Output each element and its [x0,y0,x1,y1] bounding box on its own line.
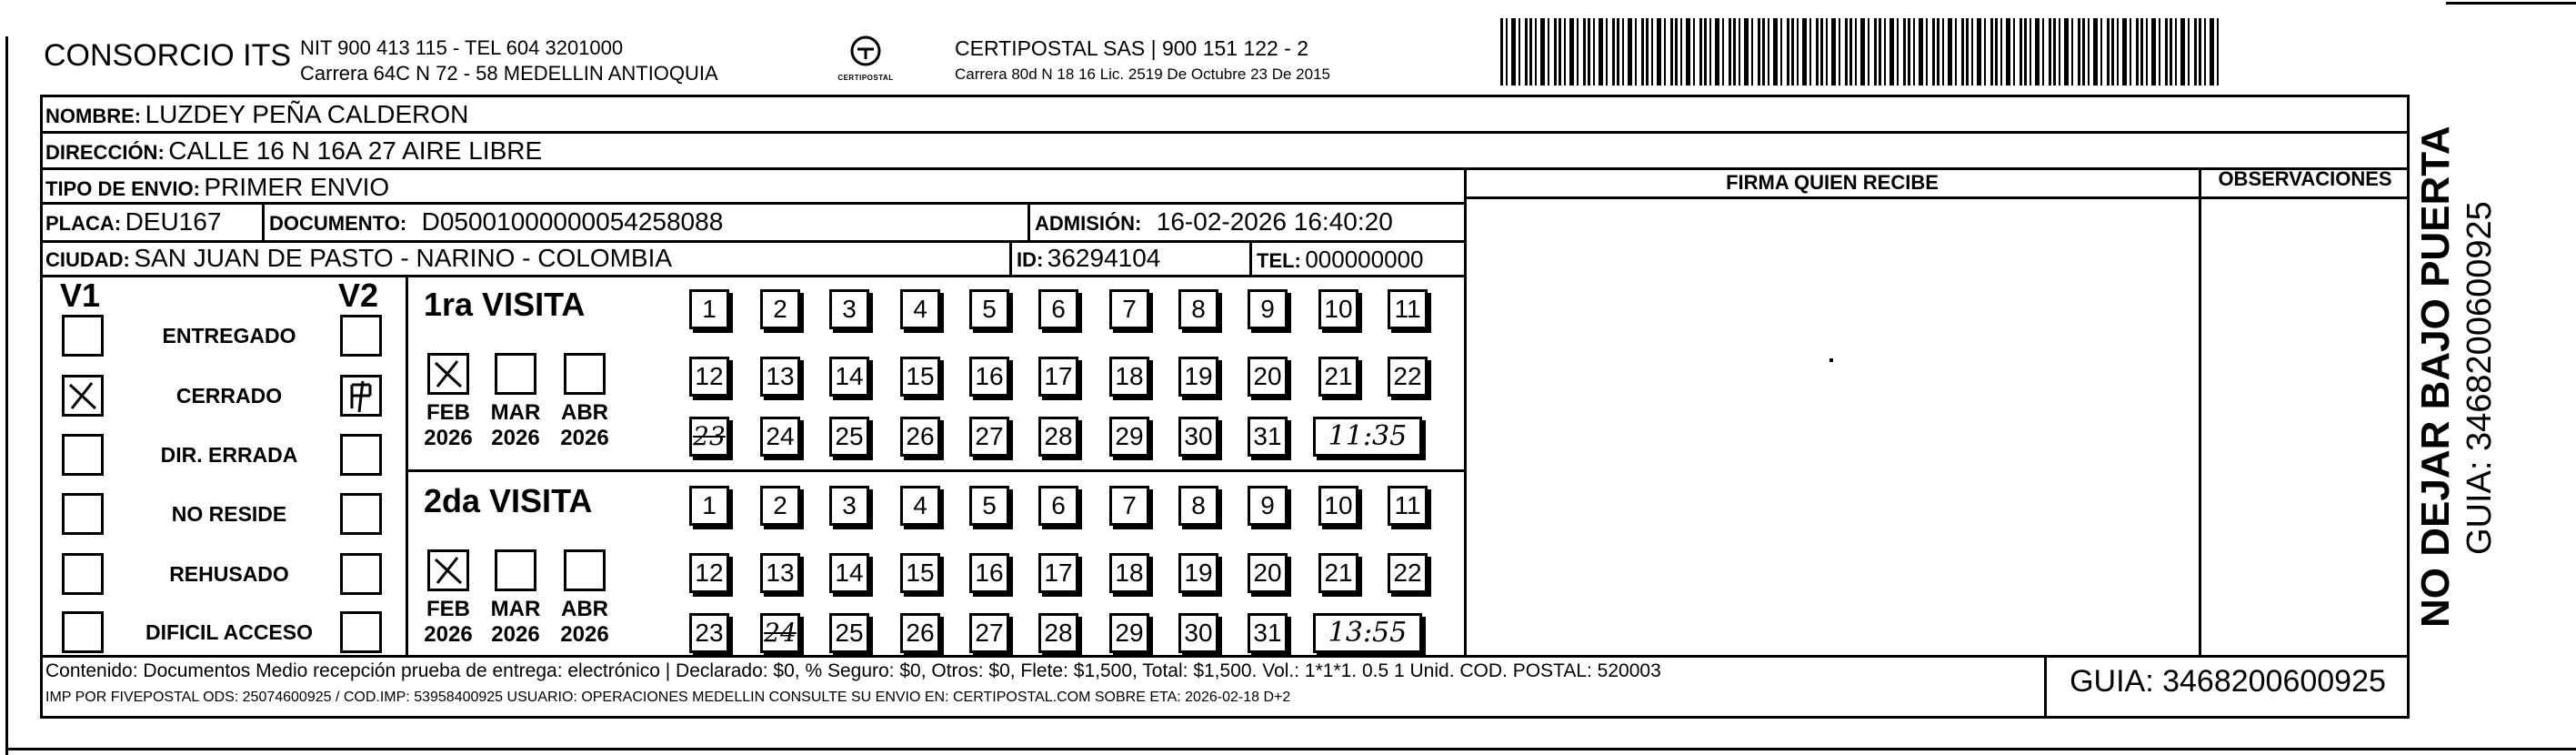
day-box[interactable]: 15 [900,553,940,593]
v1-header: V1 [60,277,101,314]
day-box[interactable]: 22 [1388,553,1428,593]
month-label [553,400,616,451]
day-box[interactable]: 8 [1178,486,1218,526]
nombre-label: NOMBRE: [45,105,142,127]
warning-text: NO DEJAR BAJO PUERTA [2413,126,2458,628]
day-box[interactable]: 31 [1248,613,1288,653]
month-checkbox[interactable] [495,549,536,591]
v1-checkbox[interactable] [62,553,104,595]
day-box[interactable]: 15 [900,357,940,397]
v1-checkbox[interactable] [62,493,104,535]
day-box[interactable]: 27 [969,417,1009,457]
day-box[interactable]: 13 [760,553,800,593]
day-box[interactable]: 6 [1038,289,1078,329]
status-option-label: DIFICIL ACCESO [145,620,313,644]
v1-checkbox[interactable] [62,375,104,417]
day-box[interactable]: 21 [1318,553,1358,593]
day-box[interactable]: 29 [1109,417,1149,457]
month-label [553,597,616,648]
ciudad-label: CIUDAD: [45,248,130,271]
tel-row [1257,246,1423,274]
day-box[interactable]: 3 [829,289,869,329]
observaciones-header: OBSERVACIONES [2218,167,2392,190]
bottom-edge [5,748,2576,750]
month-label [416,597,480,648]
month-year: 2026 [560,426,609,450]
v1-checkbox[interactable] [62,315,104,357]
guia-box: GUIA: 3468200600925 [2070,664,2386,699]
company-name: CONSORCIO ITS [44,38,292,73]
logo-text: CERTIPOSTAL [837,74,894,82]
v1-checkbox[interactable] [62,434,104,476]
day-box[interactable]: 25 [829,417,869,457]
direccion-label: DIRECCIÓN: [45,141,165,164]
contenido-text: Contenido: Documentos Medio recepción prueba de entrega: electrónico | Declarado: $0, % Seguro: $0, Otros: $0, Flete: $1,500, Total: $1,500. Vol.: 1*1*1. 0.5 1 Unid. COD. POSTAL: 520003 [45,660,1661,681]
day-box[interactable]: 18 [1109,357,1149,397]
id-value: 36294104 [1047,244,1161,272]
placa-value: DEU167 [125,207,222,236]
firma-area[interactable] [1467,199,2198,654]
day-box[interactable]: 4 [900,289,940,329]
day-box[interactable]: 17 [1038,553,1078,593]
documento-row [269,207,723,237]
ciudad-row [45,244,672,273]
nombre-value: LUZDEY PEÑA CALDERON [145,100,469,128]
month-label [484,597,547,648]
day-box[interactable]: 12 [689,553,729,593]
day-box[interactable]: 6 [1038,486,1078,526]
ciudad-value: SAN JUAN DE PASTO - NARINO - COLOMBIA [134,244,673,272]
status-option-label: NO RESIDE [171,502,287,526]
admision-label: ADMISIÓN: [1035,212,1142,235]
day-box[interactable]: 20 [1248,553,1288,593]
day-box[interactable]: 10 [1318,289,1358,329]
direccion-row [45,136,542,166]
month-year: 2026 [560,622,609,647]
day-box[interactable]: 14 [829,553,869,593]
visit-title: 2da VISITA [424,482,593,519]
status-option-label: ENTREGADO [162,324,296,347]
id-label: ID: [1017,248,1044,271]
day-box[interactable]: 11 [1388,289,1428,329]
day-box[interactable]: 26 [900,613,940,653]
day-box[interactable]: 2 [760,486,800,526]
month-year: 2026 [424,426,473,450]
day-box[interactable]: 28 [1038,417,1078,457]
day-box[interactable]: 29 [1109,613,1149,653]
tel-value: 000000000 [1305,246,1424,273]
day-box[interactable]: 1 [689,486,729,526]
v1-checkbox[interactable] [62,611,104,653]
month-name: MAR [490,597,541,621]
day-box[interactable]: 30 [1178,613,1218,653]
status-option-label: REHUSADO [169,562,289,586]
tipo-envio-row [45,173,389,202]
status-option-label: DIR. ERRADA [160,443,298,467]
day-box[interactable]: 1 [689,289,729,329]
day-box[interactable]: 3 [829,486,869,526]
month-name: FEB [426,400,470,425]
firma-header: FIRMA QUIEN RECIBE [1726,171,1939,194]
placa-label: PLACA: [45,212,122,235]
day-box[interactable]: 5 [969,289,1009,329]
month-checkbox[interactable] [495,353,536,395]
nit-line: NIT 900 413 115 - TEL 604 3201000 [300,36,624,59]
day-box[interactable]: 20 [1248,357,1288,397]
documento-value: D05001000000054258088 [421,207,724,236]
id-row [1017,244,1160,273]
month-year: 2026 [424,622,473,647]
certipostal-logo [833,33,898,82]
day-box[interactable]: 8 [1178,289,1218,329]
day-box[interactable]: 7 [1109,486,1149,526]
day-box[interactable]: 5 [969,486,1009,526]
month-name: ABR [561,400,608,425]
v2-checkbox[interactable] [340,493,382,535]
v2-header: V2 [338,277,379,314]
top-right-edge [2446,2,2576,5]
day-box[interactable]: 16 [969,553,1009,593]
v2-checkbox[interactable] [340,375,382,417]
admision-row [1035,207,1393,237]
day-box[interactable]: 7 [1109,289,1149,329]
day-box[interactable]: 25 [829,613,869,653]
month-checkbox[interactable] [564,549,606,591]
day-box[interactable]: 17 [1038,357,1078,397]
day-box[interactable]: 26 [900,417,940,457]
month-name: MAR [490,400,541,425]
day-box[interactable]: 23 [689,613,729,653]
tipo-envio-value: PRIMER ENVIO [204,173,390,201]
side-guia-text: GUIA: 3468200600925 [2461,201,2499,555]
month-checkbox[interactable] [564,353,606,395]
placa-row [45,207,221,237]
day-box[interactable]: 14 [829,357,869,397]
day-box[interactable]: 18 [1109,553,1149,593]
day-box[interactable]: 10 [1318,486,1358,526]
nombre-row [45,100,468,129]
day-box[interactable]: 4 [900,486,940,526]
day-box[interactable]: 23 [689,417,729,457]
month-label [416,400,480,451]
day-box[interactable]: 2 [760,289,800,329]
day-box[interactable]: 22 [1388,357,1428,397]
day-box[interactable]: 13 [760,357,800,397]
documento-label: DOCUMENTO: [269,212,407,235]
month-name: FEB [426,597,470,621]
month-year: 2026 [491,622,540,647]
v2-checkbox[interactable] [340,315,382,357]
direccion-value: CALLE 16 N 16A 27 AIRE LIBRE [168,136,543,165]
v2-checkbox[interactable] [340,553,382,595]
day-box[interactable]: 28 [1038,613,1078,653]
left-edge [5,36,8,755]
day-box[interactable]: 19 [1178,357,1218,397]
day-box[interactable]: 9 [1248,486,1288,526]
month-checkbox[interactable] [427,549,469,591]
day-box[interactable]: 11 [1388,486,1428,526]
admision-value: 16-02-2026 16:40:20 [1156,207,1393,236]
day-box[interactable]: 24 [760,417,800,457]
day-box[interactable]: 30 [1178,417,1218,457]
v2-checkbox[interactable] [340,434,382,476]
month-name: ABR [561,597,608,621]
day-box[interactable]: 19 [1178,553,1218,593]
visit-time[interactable]: 11:35 [1313,417,1422,457]
month-label [484,400,547,451]
tel-label: TEL: [1257,249,1301,272]
day-box[interactable]: 27 [969,613,1009,653]
v2-checkbox[interactable] [340,611,382,653]
license-line: Carrera 80d N 18 16 Lic. 2519 De Octubre 23 De 2015 [955,65,1330,83]
day-box[interactable]: 9 [1248,289,1288,329]
month-year: 2026 [491,426,540,450]
day-box[interactable]: 16 [969,357,1009,397]
observaciones-area[interactable] [2201,199,2409,654]
month-checkbox[interactable] [427,353,469,395]
visit-title: 1ra VISITA [424,286,586,323]
address-line: Carrera 64C N 72 - 58 MEDELLIN ANTIOQUIA [300,62,718,85]
day-box[interactable]: 21 [1318,357,1358,397]
imp-text: IMP POR FIVEPOSTAL ODS: 25074600925 / COD.IMP: 53958400925 USUARIO: OPERACIONES MEDELLIN CONSULTE SU ENVIO EN: CERTIPOSTAL.COM SOBRE ETA: 2026-02-18 D+2 [45,690,1291,705]
status-option-label: CERRADO [175,384,283,408]
visit-time[interactable]: 13:55 [1313,613,1422,653]
day-box[interactable]: 24 [760,613,800,653]
barcode [1500,18,2219,86]
day-box[interactable]: 31 [1248,417,1288,457]
tipo-envio-label: TIPO DE ENVIO: [45,177,200,200]
courier-line: CERTIPOSTAL SAS | 900 151 122 - 2 [955,36,1309,60]
day-box[interactable]: 12 [689,357,729,397]
